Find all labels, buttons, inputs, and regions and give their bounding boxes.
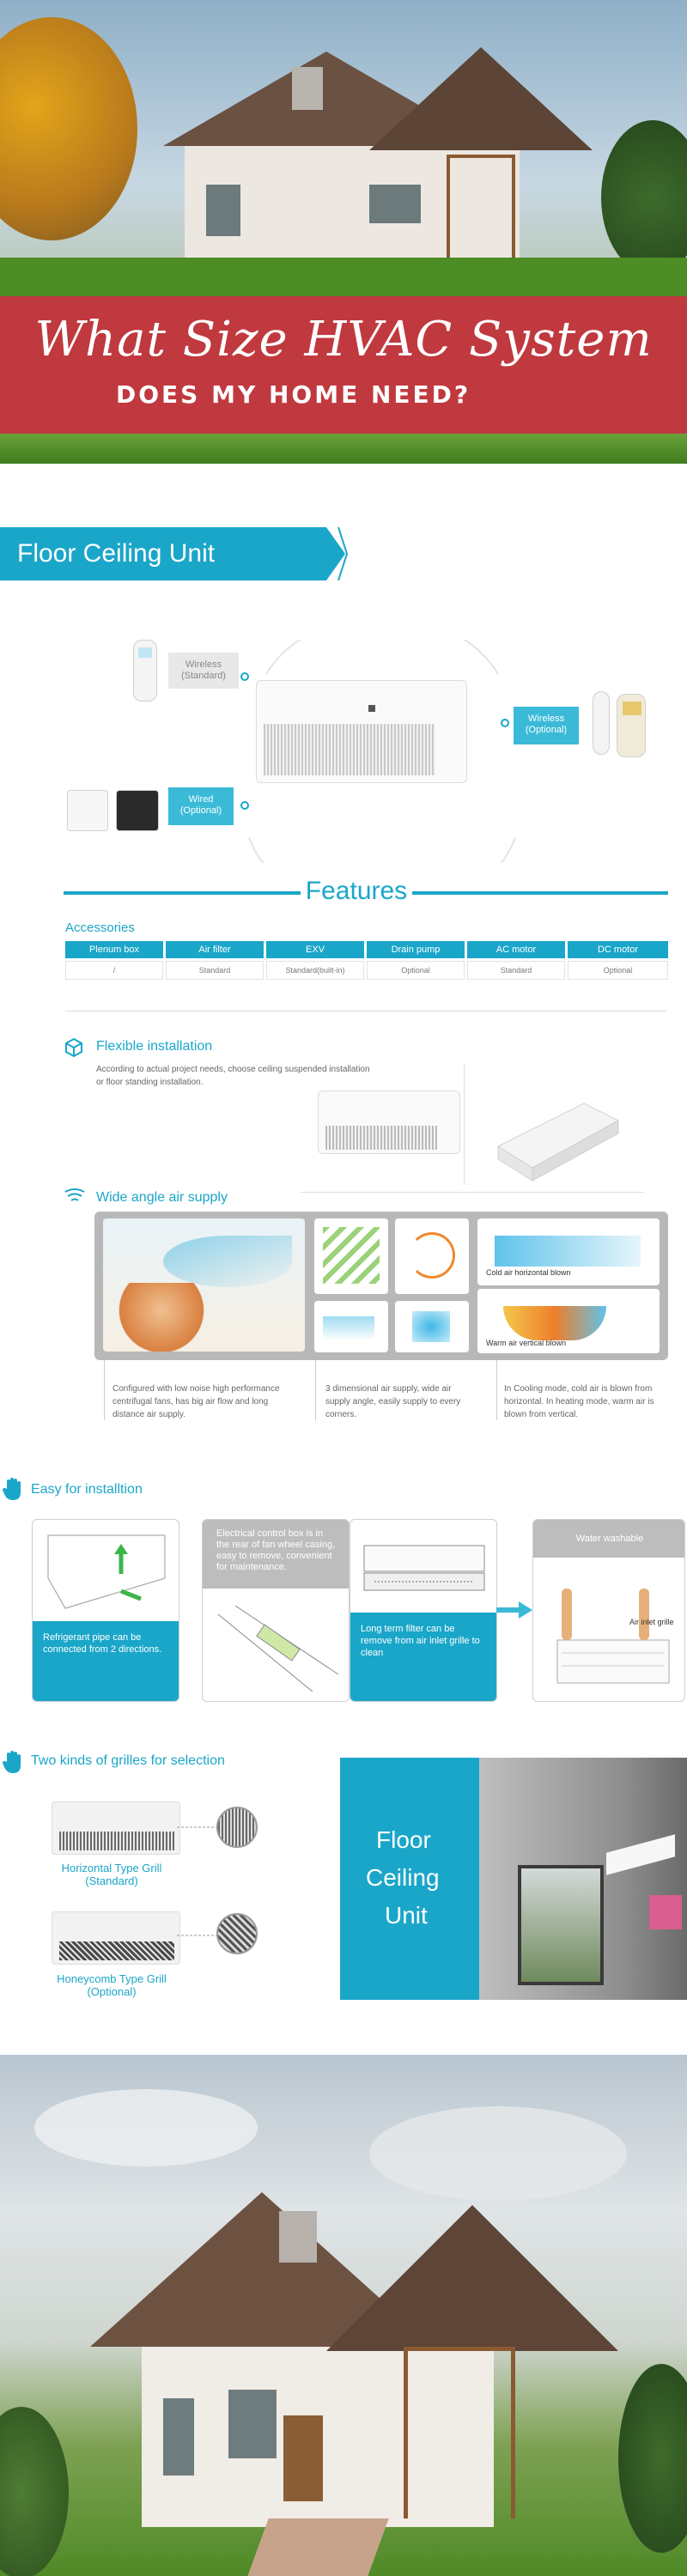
install-card-washable-title: Water washable [533,1520,685,1558]
house-photo [0,2055,687,2576]
warm-airflow [503,1306,606,1340]
honeycomb-grille-label-line2: (Optional) [87,1985,137,1998]
image-frame [464,1065,465,1185]
divider [65,1011,666,1012]
accessory-header-ac-motor: AC motor [467,941,565,958]
cool-airflow-small [323,1316,374,1340]
house-porch [404,2347,515,2518]
wireless-standard-title: Wireless [185,659,222,670]
cool-airflow-square [412,1311,450,1342]
house-windows [206,185,240,236]
remote-screen [623,702,641,715]
promo-line2: Ceiling [366,1864,440,1891]
promo-teal-panel [340,1758,479,2000]
connector-dot [240,801,249,810]
wireless-standard-callout [168,653,239,689]
flexible-description-line2: or floor standing installation. [96,1078,204,1087]
wireless-remote-optional [593,691,610,755]
grille-vents [59,1832,174,1850]
features-rule-left [64,891,301,895]
wide-caption-3-line1: In Cooling mode, cold air is blown from [504,1384,653,1394]
air-waves-icon [64,1188,86,1204]
warm-air-image [477,1289,660,1353]
wide-caption-3-line2: horizontal. In heating mode, warm air is [504,1397,654,1406]
cube-icon [64,1037,84,1058]
house-roof-right [326,2205,618,2351]
washable-grille-image [540,1571,679,1692]
room-tv [649,1895,682,1929]
flexible-installation-title: Flexible installation [96,1039,213,1054]
airflow-3d-image-3 [314,1301,388,1352]
honeycomb-grille-label-line1: Honeycomb Type Grill [57,1972,167,1985]
banner-subtitle: DOES MY HOME NEED? [116,380,471,409]
path [246,2518,388,2576]
cold-airflow [495,1236,641,1267]
wide-caption-2-line2: supply angle, easily supply to every [325,1397,461,1406]
easy-installation-title: Easy for installtion [31,1482,143,1497]
caption-divider [496,1360,497,1420]
caption-divider [315,1360,316,1420]
wired-controller-dark [116,790,159,831]
house-porch [447,155,515,258]
section-title: Floor Ceiling Unit [17,539,216,568]
section-header-chevron [337,527,349,580]
tree [618,2364,687,2553]
wide-caption-1-line1: Configured with low noise high performance [112,1384,280,1394]
wireless-remote-optional-2 [617,694,646,757]
room-interior-image [479,1758,687,2000]
accessory-header-exv: EXV [266,941,364,958]
wireless-standard-note: (Standard) [181,671,226,681]
wide-caption-2-line3: corners. [325,1410,357,1419]
zoom-connector [177,1934,218,1937]
chimney [292,67,323,110]
accessory-value: Standard [166,961,264,980]
cold-air-image [477,1218,660,1285]
wide-angle-title: Wide angle air supply [96,1190,228,1205]
cloud [369,2106,627,2201]
wide-caption-1-line3: distance air supply. [112,1410,185,1419]
grille-vents [59,1941,174,1960]
airflow-3d-image-4 [395,1301,469,1352]
horizontal-grille-label-line1: Horizontal Type Grill [61,1862,162,1874]
image-frame-bottom [301,1192,644,1193]
lawn [0,258,687,301]
air-inlet-grille-label: Air inlet grille [629,1618,674,1626]
honeycomb-grille-image [52,1911,180,1965]
flexible-description-line1: According to actual project needs, choose ceiling suspended installation [96,1065,370,1074]
unit-logo [368,705,375,712]
horizontal-grille-image [52,1801,180,1855]
green-louvers [323,1227,380,1284]
grille-zoom-circle [216,1807,258,1848]
cool-airflow [163,1236,292,1287]
floor-standing-unit-image [318,1091,460,1154]
warm-air-label: Warm air vertical blown [486,1339,567,1347]
hand-icon [2,1477,24,1501]
connector-dot [501,719,509,727]
wireless-optional-title: Wireless [527,714,565,724]
promo-line1: Floor [376,1826,431,1853]
wide-angle-panel [94,1212,668,1360]
wired-optional-callout [168,787,234,825]
airflow-3d-image-2 [395,1218,469,1294]
accessory-value: Standard [467,961,565,980]
wide-caption-2-line1: 3 dimensional air supply, wide air [325,1384,452,1394]
grille-zoom-circle [216,1913,258,1954]
ceiling-suspended-unit-image [489,1086,627,1189]
features-title: Features [305,877,408,905]
install-card-pipe-text: Refrigerant pipe can be connected from 2 directions. [33,1621,179,1702]
caption-divider [104,1360,105,1420]
tree [0,2407,69,2576]
accessory-value: Optional [568,961,668,980]
install-card-control-box [202,1519,350,1702]
accessory-value: Optional [367,961,465,980]
grilles-title: Two kinds of grilles for selection [31,1753,225,1768]
unit-vents [325,1126,437,1150]
install-card-control-box-text: Electrical control box is in the rear of fan wheel casing, easy to remove, convenient for maintenance. [203,1520,350,1589]
control-box-image [210,1597,344,1698]
hand-icon [2,1750,24,1774]
accessory-value: Standard(built-in) [266,961,364,980]
house-window [163,2398,194,2476]
ceiling-unit [606,1834,675,1874]
connector-dot [240,672,249,681]
arrow-right-icon [496,1601,532,1619]
hero-image [0,0,687,464]
wired-optional-title: Wired [188,794,214,805]
house-roof-right [369,47,593,150]
lawn-bottom [0,434,687,464]
accessory-header-dc-motor: DC motor [568,941,668,958]
promo-line3: Unit [385,1902,428,1929]
section-header [0,527,348,580]
house-window [369,185,421,223]
cloud [34,2089,258,2166]
wide-caption-3-line3: blown from vertical. [504,1410,579,1419]
wireless-optional-callout [514,707,579,744]
install-card-filter [350,1519,497,1702]
family-figures [119,1283,204,1352]
room-window [518,1865,604,1985]
house-door [283,2415,323,2501]
install-card-pipe [32,1519,179,1702]
chimney [279,2211,317,2263]
filter-removal-image [357,1539,491,1607]
accessory-value: / [65,961,163,980]
orange-arrows [409,1232,455,1279]
wireless-optional-note: (Optional) [525,725,568,735]
pipe-connection-image [40,1527,173,1613]
remote-screen [138,647,152,658]
accessories-title: Accessories [65,920,135,935]
wired-optional-note: (Optional) [179,805,222,816]
unit-front-panel [264,724,435,775]
wireless-remote-standard [133,640,157,702]
wide-caption-1-line2: centrifugal fans, has big air flow and long [112,1397,269,1406]
wired-controller [67,790,108,831]
cold-air-label: Cold air horizontal blown [486,1268,571,1277]
install-card-washable [532,1519,685,1702]
accessory-header-drain-pump: Drain pump [367,941,465,958]
title-banner [0,296,687,434]
accessory-header-air-filter: Air filter [166,941,264,958]
banner-title: What Size HVAC System [34,312,653,368]
airflow-3d-image-1 [314,1218,388,1294]
accessory-header-plenum-box: Plenum box [65,941,163,958]
zoom-connector [177,1826,218,1829]
floor-ceiling-unit-image [256,680,467,783]
features-rule-right [412,891,668,895]
horizontal-grille-label-line2: (Standard) [85,1874,138,1887]
family-airflow-image [103,1218,305,1352]
install-card-filter-text: Long term filter can be remove from air inlet grille to clean [350,1613,497,1702]
house-window [228,2390,277,2458]
